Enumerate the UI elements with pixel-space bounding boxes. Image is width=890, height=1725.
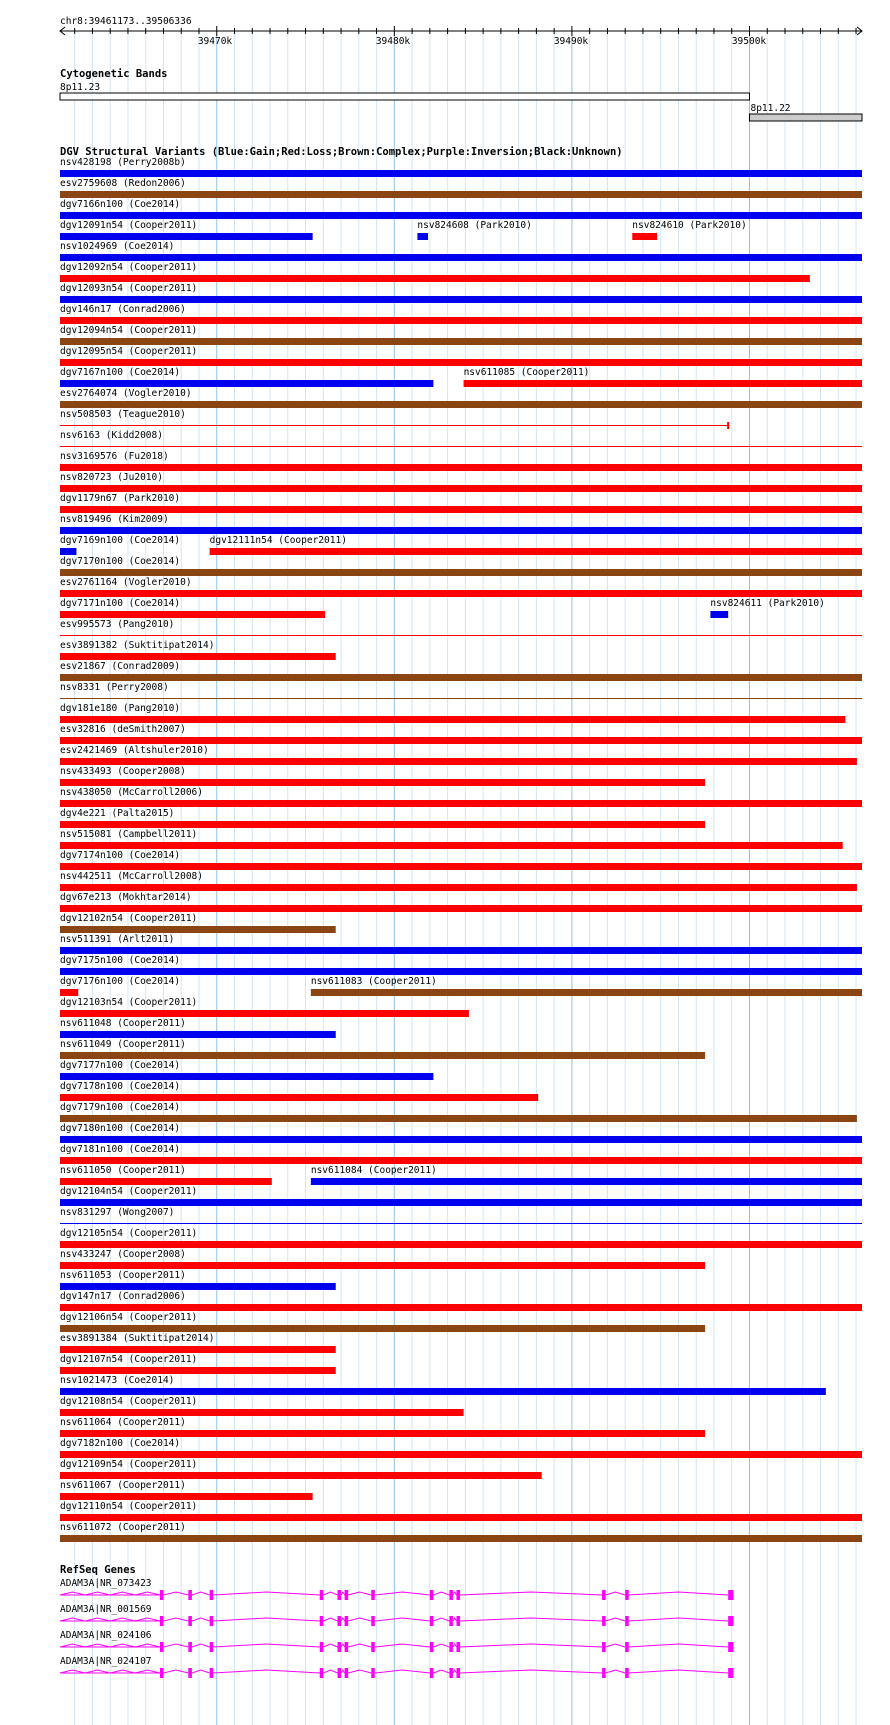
refseq-track-title: RefSeq Genes xyxy=(60,1564,136,1576)
variant-bar-complex[interactable] xyxy=(60,401,862,408)
variant-bar-loss[interactable] xyxy=(60,716,845,723)
variant-label: nsv611067 (Cooper2011) xyxy=(60,1480,186,1491)
variant-label: dgv7169n100 (Coe2014) xyxy=(60,535,181,546)
variant-bar-loss[interactable] xyxy=(60,1472,542,1479)
variant-label: nsv6163 (Kidd2008) xyxy=(60,430,163,441)
gene-exon[interactable] xyxy=(430,1642,434,1652)
variant-bar-loss[interactable] xyxy=(60,275,810,282)
variant-bar-gain[interactable] xyxy=(311,1178,862,1185)
variant-bar-gain[interactable] xyxy=(60,170,862,177)
variant-end-tick xyxy=(727,422,729,429)
gene-exon[interactable] xyxy=(345,1668,349,1678)
gene-exon[interactable] xyxy=(371,1642,375,1652)
variant-label: nsv611049 (Cooper2011) xyxy=(60,1039,186,1050)
variant-label: dgv7181n100 (Coe2014) xyxy=(60,1144,181,1155)
variant-bar-loss[interactable] xyxy=(60,446,862,447)
variant-bar-loss[interactable] xyxy=(60,1241,862,1248)
tick-label-2: 39490k xyxy=(553,36,589,47)
variant-bar-complex[interactable] xyxy=(60,926,336,933)
variant-label: nsv433493 (Cooper2008) xyxy=(60,766,186,777)
variant-label: nsv820723 (Ju2010) xyxy=(60,472,163,483)
variant-bar-complex[interactable] xyxy=(60,569,862,576)
cytoband-label-0: 8p11.23 xyxy=(60,82,101,93)
variant-bar-loss[interactable] xyxy=(60,1451,862,1458)
variant-bar-gain[interactable] xyxy=(60,254,862,261)
cytoband-0[interactable] xyxy=(60,93,749,100)
gene-exon[interactable] xyxy=(625,1642,629,1652)
variant-bar-loss[interactable] xyxy=(60,635,862,636)
gene-exon[interactable] xyxy=(602,1616,606,1626)
dgv-track[interactable] xyxy=(60,146,862,1542)
tick-label-3: 39500k xyxy=(731,36,767,47)
variant-label: nsv824608 (Park2010) xyxy=(417,220,532,231)
variant-label: esv2759608 (Redon2006) xyxy=(60,178,186,189)
variant-label: dgv67e213 (Mokhtar2014) xyxy=(60,892,192,903)
variant-bar-gain[interactable] xyxy=(60,1388,826,1395)
variant-label: dgv7166n100 (Coe2014) xyxy=(60,199,181,210)
tick-label-1: 39480k xyxy=(375,36,411,47)
variant-label: nsv611053 (Cooper2011) xyxy=(60,1270,186,1281)
variant-bar-loss[interactable] xyxy=(60,590,862,597)
gene-exon[interactable] xyxy=(338,1668,342,1678)
variant-bar-loss[interactable] xyxy=(60,1493,313,1500)
gene-exon[interactable] xyxy=(160,1590,164,1600)
variant-label: dgv7177n100 (Coe2014) xyxy=(60,1060,181,1071)
variant-label: dgv12102n54 (Cooper2011) xyxy=(60,913,198,924)
variant-bar-loss[interactable] xyxy=(60,842,843,849)
variant-label: dgv12106n54 (Cooper2011) xyxy=(60,1312,198,1323)
gene-exon[interactable] xyxy=(449,1642,453,1652)
variant-label: dgv7167n100 (Coe2014) xyxy=(60,367,181,378)
variant-label: nsv611084 (Cooper2011) xyxy=(310,1165,437,1176)
cytoband-label-1: 8p11.22 xyxy=(750,103,791,114)
variant-bar-loss[interactable] xyxy=(60,1409,464,1416)
variant-bar-loss[interactable] xyxy=(60,863,862,870)
dgv-track-title: DGV Structural Variants (Blue:Gain;Red:Loss;Brown:Complex;Purple:Inversion;Black:Unknown) xyxy=(60,146,623,158)
variant-label: nsv8331 (Perry2008) xyxy=(60,682,169,693)
variant-label: nsv433247 (Cooper2008) xyxy=(60,1249,186,1260)
gene-exon[interactable] xyxy=(320,1590,324,1600)
gene-exon[interactable] xyxy=(210,1668,214,1678)
variant-bar-gain[interactable] xyxy=(60,548,76,555)
variant-label: dgv12104n54 (Cooper2011) xyxy=(60,1186,198,1197)
cytoband-1[interactable] xyxy=(749,114,862,121)
variant-bar-gain[interactable] xyxy=(60,296,862,303)
variant-bar-complex[interactable] xyxy=(60,338,862,345)
gene-exon[interactable] xyxy=(210,1616,214,1626)
variant-bar-loss[interactable] xyxy=(60,884,857,891)
variant-label: dgv12108n54 (Cooper2011) xyxy=(60,1396,198,1407)
variant-label: nsv824611 (Park2010) xyxy=(710,598,825,609)
variant-label: nsv824610 (Park2010) xyxy=(632,220,747,231)
gene-exon[interactable] xyxy=(160,1642,164,1652)
gene-exon[interactable] xyxy=(188,1668,192,1678)
gene-exon[interactable] xyxy=(210,1590,214,1600)
gene-exon[interactable] xyxy=(371,1668,375,1678)
variant-label: nsv1021473 (Coe2014) xyxy=(60,1375,175,1386)
gene-exon[interactable] xyxy=(456,1668,460,1678)
variant-label: nsv831297 (Wong2007) xyxy=(60,1207,175,1218)
variant-label: nsv511391 (Arlt2011) xyxy=(60,934,175,945)
gene-exon[interactable] xyxy=(728,1642,733,1652)
variant-bar-gain[interactable] xyxy=(60,527,862,534)
variant-bar-loss[interactable] xyxy=(464,380,862,387)
variant-label: dgv7179n100 (Coe2014) xyxy=(60,1102,181,1113)
gene-exon[interactable] xyxy=(320,1668,324,1678)
variant-bar-loss[interactable] xyxy=(60,989,78,996)
cytoband-track-title: Cytogenetic Bands xyxy=(60,68,168,80)
variant-bar-loss[interactable] xyxy=(60,1514,862,1521)
variant-label: dgv12094n54 (Cooper2011) xyxy=(60,325,198,336)
variant-label: dgv7176n100 (Coe2014) xyxy=(60,976,181,987)
cytoband-track[interactable] xyxy=(60,68,862,121)
variant-bar-loss[interactable] xyxy=(60,737,862,744)
variant-label: esv2421469 (Altshuler2010) xyxy=(60,745,209,756)
variant-bar-gain[interactable] xyxy=(417,233,428,240)
variant-label: dgv7175n100 (Coe2014) xyxy=(60,955,181,966)
variant-label: dgv147n17 (Conrad2006) xyxy=(60,1291,186,1302)
variant-bar-gain[interactable] xyxy=(60,212,862,219)
gene-exon[interactable] xyxy=(625,1590,629,1600)
gene-exon[interactable] xyxy=(430,1590,434,1600)
variant-bar-gain[interactable] xyxy=(60,968,862,975)
variant-bar-complex[interactable] xyxy=(60,698,862,699)
gene-label: ADAM3A|NR_024106 xyxy=(60,1630,152,1641)
variant-bar-loss[interactable] xyxy=(60,779,705,786)
variant-bar-loss[interactable] xyxy=(60,758,857,765)
gene-exon[interactable] xyxy=(338,1642,342,1652)
gene-exon[interactable] xyxy=(320,1616,324,1626)
variant-bar-loss[interactable] xyxy=(60,317,862,324)
gene-exon[interactable] xyxy=(456,1590,460,1600)
gene-exon[interactable] xyxy=(602,1668,606,1678)
variant-label: dgv12105n54 (Cooper2011) xyxy=(60,1228,198,1239)
variant-label: dgv146n17 (Conrad2006) xyxy=(60,304,186,315)
gene-exon[interactable] xyxy=(188,1590,192,1600)
variant-bar-loss[interactable] xyxy=(60,1346,336,1353)
gene-exon[interactable] xyxy=(338,1590,342,1600)
variant-label: esv3891382 (Suktitipat2014) xyxy=(60,640,215,651)
refseq-track[interactable] xyxy=(60,1564,734,1678)
variant-bar-gain[interactable] xyxy=(60,1031,336,1038)
variant-label: nsv611085 (Cooper2011) xyxy=(463,367,590,378)
gene-exon[interactable] xyxy=(602,1590,606,1600)
variant-bar-complex[interactable] xyxy=(60,191,862,198)
variant-bar-gain[interactable] xyxy=(60,1223,862,1224)
region-label: chr8:39461173..39506336 xyxy=(60,16,192,27)
gene-exon[interactable] xyxy=(728,1668,733,1678)
variant-label: dgv12093n54 (Cooper2011) xyxy=(60,283,198,294)
variant-bar-gain[interactable] xyxy=(60,1199,862,1206)
variant-bar-complex[interactable] xyxy=(60,1052,705,1059)
variant-label: esv21867 (Conrad2009) xyxy=(60,661,181,672)
variant-label: dgv7171n100 (Coe2014) xyxy=(60,598,181,609)
gene-exon[interactable] xyxy=(160,1616,164,1626)
variant-label: dgv12103n54 (Cooper2011) xyxy=(60,997,198,1008)
gene-label: ADAM3A|NR_001569 xyxy=(60,1604,152,1615)
variant-label: dgv12111n54 (Cooper2011) xyxy=(209,535,347,546)
variant-bar-loss[interactable] xyxy=(60,905,862,912)
variant-bar-loss[interactable] xyxy=(60,1262,705,1269)
tick-label-0: 39470k xyxy=(197,36,233,47)
variant-bar-gain[interactable] xyxy=(60,947,862,954)
gene-exon[interactable] xyxy=(338,1616,342,1626)
variant-label: dgv7182n100 (Coe2014) xyxy=(60,1438,181,1449)
variant-bar-loss[interactable] xyxy=(60,1157,862,1164)
variant-bar-loss[interactable] xyxy=(60,611,325,618)
variant-label: nsv3169576 (Fu2018) xyxy=(60,451,169,462)
variant-bar-gain[interactable] xyxy=(60,233,313,240)
variant-label: nsv515081 (Campbell2011) xyxy=(60,829,198,840)
variant-label: dgv7178n100 (Coe2014) xyxy=(60,1081,181,1092)
variant-label: dgv1179n67 (Park2010) xyxy=(60,493,181,504)
variant-label: esv2764074 (Vogler2010) xyxy=(60,388,192,399)
variant-label: nsv611064 (Cooper2011) xyxy=(60,1417,186,1428)
variant-bar-loss[interactable] xyxy=(60,821,705,828)
gene-exon[interactable] xyxy=(728,1590,733,1600)
gene-exon[interactable] xyxy=(449,1668,453,1678)
gene-exon[interactable] xyxy=(371,1590,375,1600)
variant-label: nsv611083 (Cooper2011) xyxy=(310,976,437,987)
gene-exon[interactable] xyxy=(449,1616,453,1626)
variant-bar-loss[interactable] xyxy=(60,1094,538,1101)
variant-bar-loss[interactable] xyxy=(60,506,862,513)
gene-exon[interactable] xyxy=(320,1642,324,1652)
variant-label: dgv7180n100 (Coe2014) xyxy=(60,1123,181,1134)
gene-exon[interactable] xyxy=(449,1590,453,1600)
variant-bar-gain[interactable] xyxy=(60,1283,336,1290)
gene-label: ADAM3A|NR_073423 xyxy=(60,1578,152,1589)
variant-label: dgv12091n54 (Cooper2011) xyxy=(60,220,198,231)
variant-bar-loss[interactable] xyxy=(60,425,728,426)
variant-label: esv32816 (deSmith2007) xyxy=(60,724,186,735)
variant-bar-complex[interactable] xyxy=(60,1325,705,1332)
gene-exon[interactable] xyxy=(602,1642,606,1652)
variant-bar-gain[interactable] xyxy=(60,1073,433,1080)
variant-label: dgv12095n54 (Cooper2011) xyxy=(60,346,198,357)
variant-bar-loss[interactable] xyxy=(60,1010,469,1017)
gene-exon[interactable] xyxy=(371,1616,375,1626)
variant-label: dgv12109n54 (Cooper2011) xyxy=(60,1459,198,1470)
variant-label: dgv181e180 (Pang2010) xyxy=(60,703,181,714)
variant-bar-loss[interactable] xyxy=(60,1367,336,1374)
variant-bar-loss[interactable] xyxy=(60,1178,272,1185)
variant-bar-complex[interactable] xyxy=(60,1115,857,1122)
variant-bar-gain[interactable] xyxy=(60,1136,862,1143)
gene-exon[interactable] xyxy=(430,1616,434,1626)
variant-bar-complex[interactable] xyxy=(60,674,862,681)
variant-label: nsv508503 (Teague2010) xyxy=(60,409,186,420)
variant-bar-loss[interactable] xyxy=(60,1304,862,1311)
variant-label: nsv819496 (Kim2009) xyxy=(60,514,169,525)
gene-exon[interactable] xyxy=(625,1668,629,1678)
coordinate-ruler xyxy=(60,16,862,47)
gene-exon[interactable] xyxy=(210,1642,214,1652)
variant-label: nsv1024969 (Coe2014) xyxy=(60,241,175,252)
gene-exon[interactable] xyxy=(430,1668,434,1678)
variant-label: dgv4e221 (Palta2015) xyxy=(60,808,175,819)
gene-exon[interactable] xyxy=(160,1668,164,1678)
variant-bar-loss[interactable] xyxy=(210,548,862,555)
variant-label: nsv611048 (Cooper2011) xyxy=(60,1018,186,1029)
variant-label: nsv611050 (Cooper2011) xyxy=(60,1165,186,1176)
variant-label: nsv442511 (McCarroll2008) xyxy=(60,871,203,882)
variant-label: nsv611072 (Cooper2011) xyxy=(60,1522,186,1533)
gene-exon[interactable] xyxy=(345,1616,349,1626)
variant-bar-loss[interactable] xyxy=(60,800,862,807)
variant-bar-gain[interactable] xyxy=(60,380,433,387)
gene-exon[interactable] xyxy=(345,1590,349,1600)
variant-bar-gain[interactable] xyxy=(710,611,728,618)
variant-label: dgv7174n100 (Coe2014) xyxy=(60,850,181,861)
variant-bar-complex[interactable] xyxy=(311,989,862,996)
variant-label: dgv12092n54 (Cooper2011) xyxy=(60,262,198,273)
gene-exon[interactable] xyxy=(188,1642,192,1652)
gene-exon[interactable] xyxy=(345,1642,349,1652)
gene-exon[interactable] xyxy=(456,1616,460,1626)
variant-bar-loss[interactable] xyxy=(60,359,862,366)
variant-bar-loss[interactable] xyxy=(60,464,862,471)
variant-bar-loss[interactable] xyxy=(60,485,862,492)
variant-label: esv3891384 (Suktitipat2014) xyxy=(60,1333,215,1344)
gene-exon[interactable] xyxy=(728,1616,733,1626)
variant-label: dgv7170n100 (Coe2014) xyxy=(60,556,181,567)
variant-label: dgv12110n54 (Cooper2011) xyxy=(60,1501,198,1512)
variant-label: dgv12107n54 (Cooper2011) xyxy=(60,1354,198,1365)
variant-label: nsv428198 (Perry2008b) xyxy=(60,157,186,168)
variant-label: nsv438050 (McCarroll2006) xyxy=(60,787,203,798)
gene-label: ADAM3A|NR_024107 xyxy=(60,1656,152,1667)
variant-bar-loss[interactable] xyxy=(60,1430,705,1437)
variant-label: esv2761164 (Vogler2010) xyxy=(60,577,192,588)
gene-exon[interactable] xyxy=(625,1616,629,1626)
variant-bar-complex[interactable] xyxy=(60,1535,862,1542)
variant-label: esv995573 (Pang2010) xyxy=(60,619,175,630)
gene-exon[interactable] xyxy=(456,1642,460,1652)
gene-exon[interactable] xyxy=(188,1616,192,1626)
variant-bar-loss[interactable] xyxy=(60,653,336,660)
variant-bar-loss[interactable] xyxy=(632,233,657,240)
